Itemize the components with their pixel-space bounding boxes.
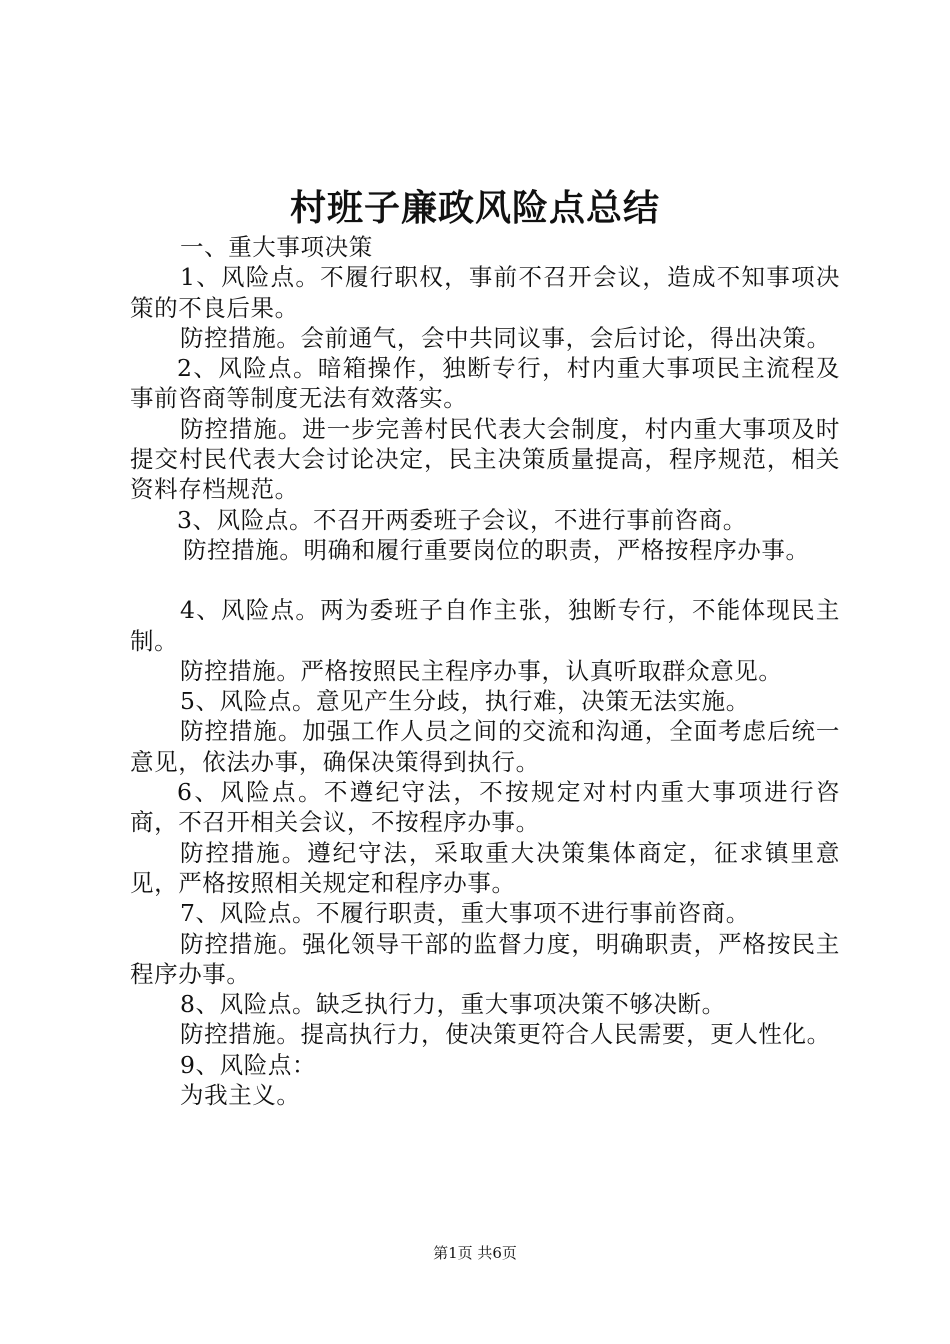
risk-point-8: 8、风险点。缺乏执行力，重大事项决策不够决断。 xyxy=(180,990,726,1019)
control-measure-2: 防控措施。进一步完善村民代表大会制度，村内重大事项及时提交村民代表大会讨论决定，民主决策质量提高，程序规范，相关资料存档规范。 xyxy=(130,414,840,504)
risk-point-1: 1、风险点。不履行职权，事前不召开会议，造成不知事项决策的不良后果。 xyxy=(130,263,840,322)
control-measure-6: 防控措施。遵纪守法，采取重大决策集体商定，征求镇里意见，严格按照相关规定和程序办事。 xyxy=(130,838,840,897)
risk-point-9-detail: 为我主义。 xyxy=(180,1081,301,1110)
risk-point-9: 9、风险点： xyxy=(180,1050,317,1079)
document-title: 村班子廉政风险点总结 xyxy=(289,187,660,229)
risk-point-3: 3、风险点。不召开两委班子会议，不进行事前咨商。 xyxy=(177,505,747,534)
blank-line xyxy=(130,565,840,595)
control-measure-4: 防控措施。严格按照民主程序办事，认真听取群众意见。 xyxy=(180,656,783,685)
control-measure-1: 防控措施。会前通气，会中共同议事，会后讨论，得出决策。 xyxy=(180,323,831,352)
risk-point-7: 7、风险点。不履行职责，重大事项不进行事前咨商。 xyxy=(180,899,750,928)
control-measure-8: 防控措施。提高执行力，使决策更符合人民需要，更人性化。 xyxy=(180,1020,831,1049)
risk-point-5: 5、风险点。意见产生分歧，执行难，决策无法实施。 xyxy=(180,687,750,716)
risk-point-4: 4、风险点。两为委班子自作主张，独断专行，不能体现民主制。 xyxy=(130,596,840,655)
risk-point-6: 6、风险点。不遵纪守法，不按规定对村内重大事项进行咨商，不召开相关会议，不按程序办事。 xyxy=(130,778,840,837)
control-measure-3: 防控措施。明确和履行重要岗位的职责，严格按程序办事。 xyxy=(183,535,810,564)
control-measure-5: 防控措施。加强工作人员之间的交流和沟通，全面考虑后统一意见，依法办事，确保决策得到执行。 xyxy=(130,717,840,776)
page-footer: 第1页 共6页 xyxy=(433,1244,517,1262)
document-body xyxy=(130,232,840,1110)
control-measure-7: 防控措施。强化领导干部的监督力度，明确职责，严格按民主程序办事。 xyxy=(130,929,840,988)
section-heading: 一、重大事项决策 xyxy=(180,233,373,261)
risk-point-2: 2、风险点。暗箱操作，独断专行，村内重大事项民主流程及事前咨商等制度无法有效落实。 xyxy=(130,354,840,413)
